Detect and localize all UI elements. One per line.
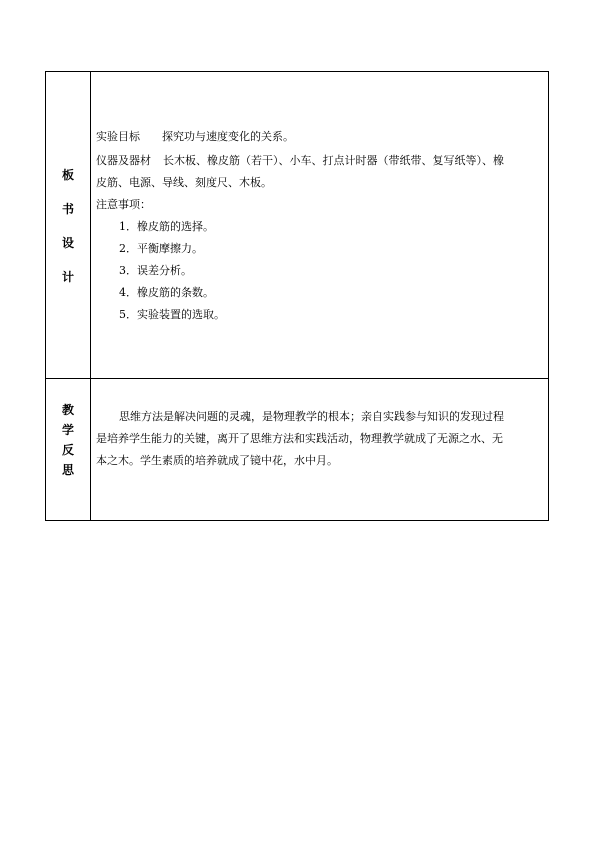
reflection-label-char: 思 <box>61 463 74 477</box>
note-item: 5．实验装置的选取。 <box>119 308 225 321</box>
reflection-label-char: 学 <box>61 423 74 437</box>
board-design-row <box>46 72 548 379</box>
equipment-text: 长木板、橡皮筋（若干）、小车、打点计时器（带纸带、复写纸等）、橡 <box>163 154 504 167</box>
board-design-content <box>91 72 548 378</box>
board-label-char: 计 <box>61 270 74 284</box>
notes-label: 注意事项： <box>96 198 151 211</box>
equipment-line <box>96 154 504 168</box>
equipment-label: 仪器及器材 <box>96 154 151 167</box>
note-item: 4．橡皮筋的条数。 <box>119 286 214 299</box>
experiment-goal-line <box>96 130 294 144</box>
teaching-reflection-content <box>91 379 548 520</box>
board-label-char: 设 <box>61 236 74 250</box>
experiment-goal-text: 探究功与速度变化的关系。 <box>162 130 294 143</box>
reflection-label-char: 教 <box>61 403 74 417</box>
reflection-label-char: 反 <box>61 443 74 457</box>
board-label-char: 书 <box>61 202 74 216</box>
experiment-goal-label: 实验目标 <box>96 130 140 143</box>
reflection-paragraph-line: 是培养学生能力的关键，离开了思维方法和实践活动，物理教学就成了无源之水、无 <box>96 432 503 445</box>
note-item: 3．误差分析。 <box>119 264 192 277</box>
reflection-paragraph-line: 思维方法是解决问题的灵魂，是物理教学的根本；亲自实践参与知识的发现过程 <box>119 410 504 423</box>
lesson-table <box>45 71 549 521</box>
equipment-line-continued: 皮筋、电源、导线、刻度尺、木板。 <box>96 176 272 189</box>
teaching-reflection-row <box>46 379 548 520</box>
note-item: 2．平衡摩擦力。 <box>119 242 203 255</box>
board-label-char: 板 <box>61 168 74 182</box>
reflection-paragraph-line: 本之木。学生素质的培养就成了镜中花，水中月。 <box>96 454 338 467</box>
note-item: 1．橡皮筋的选择。 <box>119 220 214 233</box>
teaching-reflection-label-cell <box>46 379 91 520</box>
board-design-label-cell <box>46 72 91 378</box>
